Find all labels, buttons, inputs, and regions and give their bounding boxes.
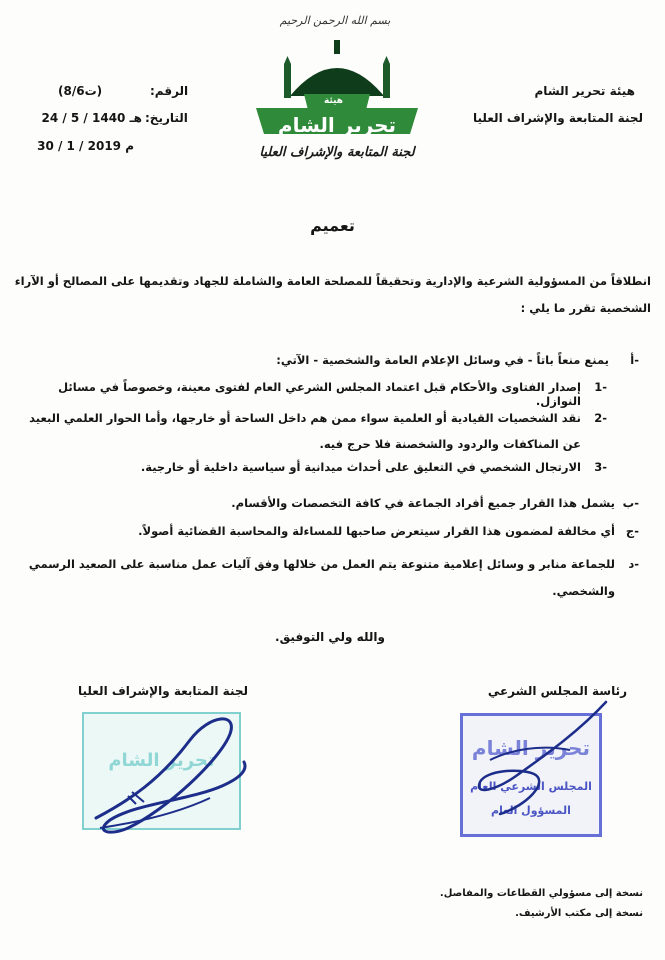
right-stamp-line2: المسؤول العام xyxy=(491,804,571,817)
copy-recipient-2: نسخة إلى مكتب الأرشيف. xyxy=(515,908,643,919)
left-signature xyxy=(70,700,270,850)
intro-paragraph: انطلاقاً من المسؤولية الشرعية والإدارية وتحقيقاً للمصلحة العامة والشاملة للجهاد وتقديمها على المصالح أو الآراء الشخصية تقرر ما يلي : xyxy=(14,274,651,315)
right-stamp-line1: المجلس الشرعي العام xyxy=(470,780,592,793)
right-signature xyxy=(430,690,620,840)
basmala: بسم الله الرحمن الرحيم xyxy=(279,14,391,27)
section-a xyxy=(29,353,639,367)
logo-top-word: هيئة xyxy=(324,96,344,106)
right-signatory-title: رئاسة المجلس الشرعي xyxy=(487,684,627,698)
closing-phrase: والله ولي التوفيق. xyxy=(275,630,385,644)
committee-name: لجنة المتابعة والإشراف العليا xyxy=(472,111,643,125)
right-stamp-name: تحرير الشام xyxy=(471,736,591,760)
section-a-text: يمنع منعاً باتاً - في وسائل الإعلام العامة والشخصية - الآتي: xyxy=(276,353,609,367)
logo-calligraphy: لجنة المتابعة والإشراف العليا xyxy=(259,145,415,160)
section-d-text: للجماعة منابر و وسائل إعلامية متنوعة يتم العمل من خلالها وفق آليات عمل مناسبة على الصعيد الرسمي والشخصي. xyxy=(28,557,615,598)
hijri-date: 24 / 5 / 1440 هـ xyxy=(41,111,142,125)
reference-label: الرقم: xyxy=(150,84,189,98)
document-title: تعميم xyxy=(310,216,355,235)
section-b-label: ب- xyxy=(622,496,639,510)
list-item: 1- إصدار الفتاوى والأحكام قبل اعتماد المجلس الشرعي العام لفتوى معينة، وخصوصاً في مسائل النوازل. xyxy=(58,380,607,408)
left-signatory-title: لجنة المتابعة والإشراف العليا xyxy=(77,684,248,698)
section-d-label: د- xyxy=(628,557,639,571)
reference-number: (ت8/6) xyxy=(58,84,103,98)
section-c xyxy=(39,524,639,538)
section-b xyxy=(39,496,639,510)
organization-logo xyxy=(242,34,432,164)
section-c-text: أي مخالفة لمضمون هذا القرار سيتعرض صاحبها للمساءلة والمحاسبة القضائية أصولاً. xyxy=(138,524,615,538)
section-b-text: يشمل هذا القرار جميع أفراد الجماعة في كافة التخصصات والأقسام. xyxy=(231,496,615,510)
section-d xyxy=(19,551,639,605)
section-a-label: أ- xyxy=(630,353,639,367)
organization-name: هيئة تحرير الشام xyxy=(534,84,635,98)
list-item: 2- نقد الشخصيات القيادية أو العلمية سواء ممن هم داخل الساحة أو خارجها، وأما الحوار العلمي البعيد عن المناكفات والردود والشخصنة فلا حرج فيه. xyxy=(29,411,607,451)
gregorian-date: 30 / 1 / 2019 م xyxy=(37,139,134,153)
list-item: 3- الارتجال الشخصي في التعليق على أحداث ميدانية أو سياسية داخلية أو خارجية. xyxy=(140,460,607,474)
left-stamp-name: تحرير الشام xyxy=(108,750,215,771)
logo-main-word: تحرير الشام xyxy=(277,113,397,137)
section-c-label: ج- xyxy=(625,524,639,538)
copy-recipient-1: نسخة إلى مسؤولي القطاعات والمفاصل. xyxy=(439,888,643,899)
date-label: التاريخ: xyxy=(145,111,188,125)
